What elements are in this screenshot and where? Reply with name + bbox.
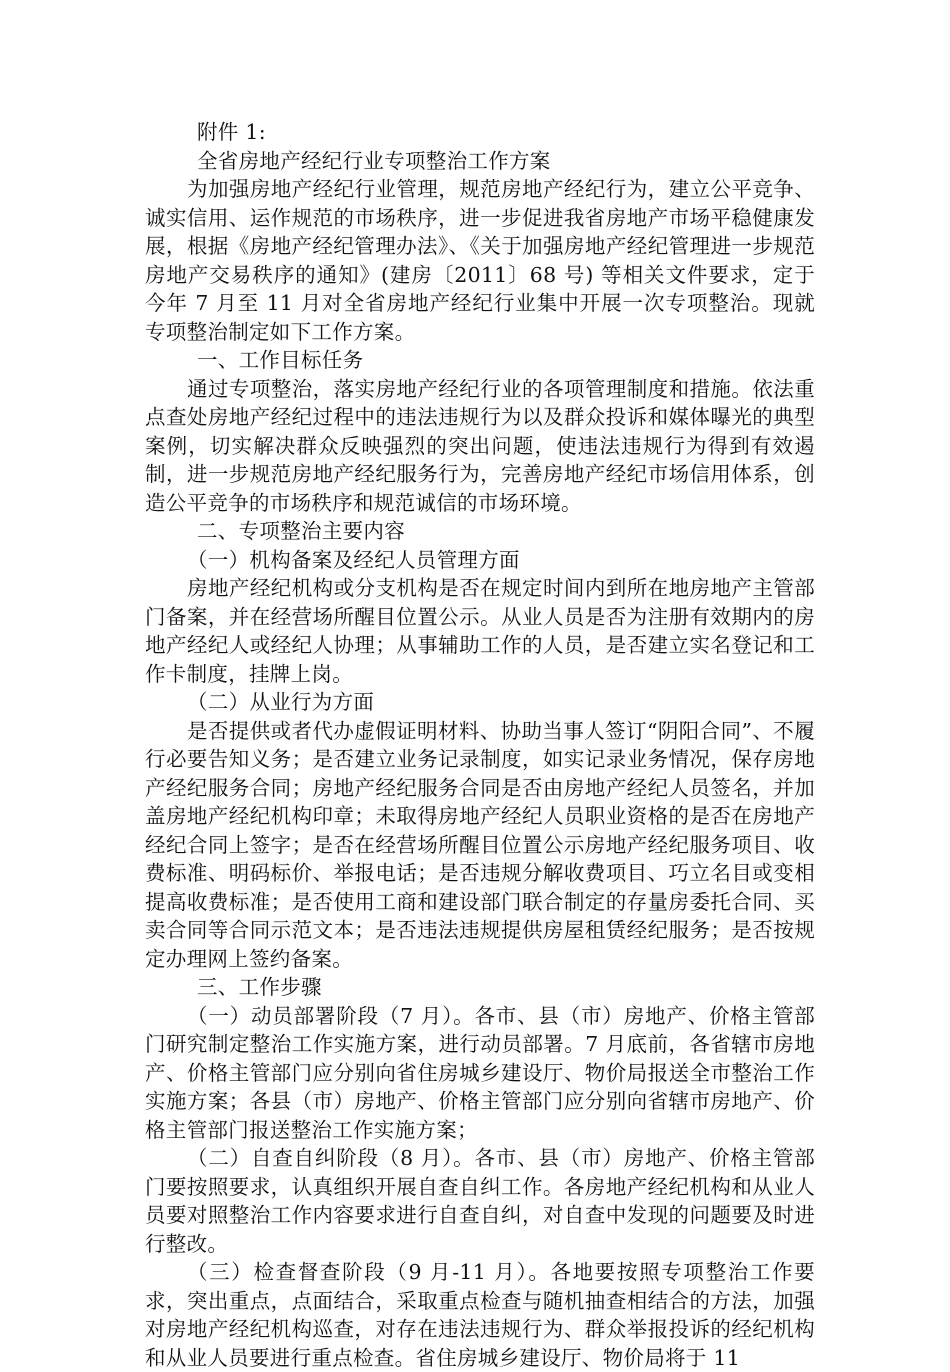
section2-sub2-paragraph: 是否提供或者代办虚假证明材料、协助当事人签订“阴阳合同”、不履行必要告知义务；是否建立业务记录制度，如实记录业务情况，保存房地产经纪服务合同；房地产经纪服务合同是否由房地产经纪人员签名，并加盖房地产经纪机构印章；未取得房地产经纪人员职业资格的是否在房地产经纪合同上签字；是否在经营场所醒目位置公示房地产经纪服务项目、收费标准、明码标价、举报电话；是否违规分解收费项目、巧立名目或变相提高收费标准；是否使用工商和建设部门联合制定的存量房委托合同、买卖合同等合同示范文本；是否违法违规提供房屋租赁经纪服务；是否按规定办理网上签约备案。: [145, 718, 815, 971]
section1-paragraph: 通过专项整治，落实房地产经纪行业的各项管理制度和措施。依法重点查处房地产经纪过程中的违法违规行为以及群众投诉和媒体曝光的典型案例，切实解决群众反映强烈的突出问题，使违法违规行为得到有效遏制，进一步规范房地产经纪服务行为，完善房地产经纪市场信用体系，创造公平竞争的市场秩序和规范诚信的市场环境。: [145, 376, 815, 515]
section2-sub1-paragraph: 房地产经纪机构或分支机构是否在规定时间内到所在地房地产主管部门备案，并在经营场所醒目位置公示。从业人员是否为注册有效期内的房地产经纪人或经纪人协理；从事辅助工作的人员，是否建立实名登记和工作卡制度，挂牌上岗。: [145, 576, 815, 686]
intro-paragraph: 为加强房地产经纪行业管理，规范房地产经纪行为，建立公平竞争、诚实信用、运作规范的市场秩序，进一步促进我省房地产市场平稳健康发展，根据《房地产经纪管理办法》、《关于加强房地产经纪管理进一步规范房地产交易秩序的通知》(建房〔2011〕68 号) 等相关文件要求，定于今年 7 月至 11 月对全省房地产经纪行业集中开展一次专项整治。现就专项整治制定如下工作方案。: [145, 177, 815, 344]
section2-sub1-heading: （一）机构备案及经纪人员管理方面: [187, 547, 520, 572]
section3-step1-paragraph: （一）动员部署阶段（7 月）。各市、县（市）房地产、价格主管部门研究制定整治工作实施方案，进行动员部署。7 月底前，各省辖市房地产、价格主管部门应分别向省住房城乡建设厅、物价局报送全市整治工作实施方案；各县（市）房地产、价格主管部门应分别向省辖市房地产、价格主管部门报送整治工作实施方案；: [145, 1003, 815, 1142]
section3-step2-paragraph: （二）自查自纠阶段（8 月）。各市、县（市）房地产、价格主管部门要按照要求，认真组织开展自查自纠工作。各房地产经纪机构和从业人员要对照整治工作内容要求进行自查自纠，对自查中发现的问题要及时进行整改。: [145, 1146, 815, 1256]
section2-heading: 二、专项整治主要内容: [197, 519, 405, 543]
document-title: 全省房地产经纪行业专项整治工作方案: [197, 148, 551, 173]
section3-heading: 三、工作步骤: [197, 975, 322, 999]
section2-sub2-heading: （二）从业行为方面: [187, 690, 375, 714]
document-body: [145, 118, 815, 1372]
attachment-label: 附件 1:: [197, 120, 266, 144]
section3-step3-paragraph: （三）检查督查阶段（9 月-11 月）。各地要按照专项整治工作要求，突出重点，点面结合，采取重点检查与随机抽查相结合的方法，加强对房地产经纪机构巡查，对存在违法违规行为、群众举报投诉的经纪机构和从业人员要进行重点检查。省住房城乡建设厅、物价局将于 11: [145, 1260, 815, 1370]
section1-heading: 一、工作目标任务: [197, 348, 364, 372]
